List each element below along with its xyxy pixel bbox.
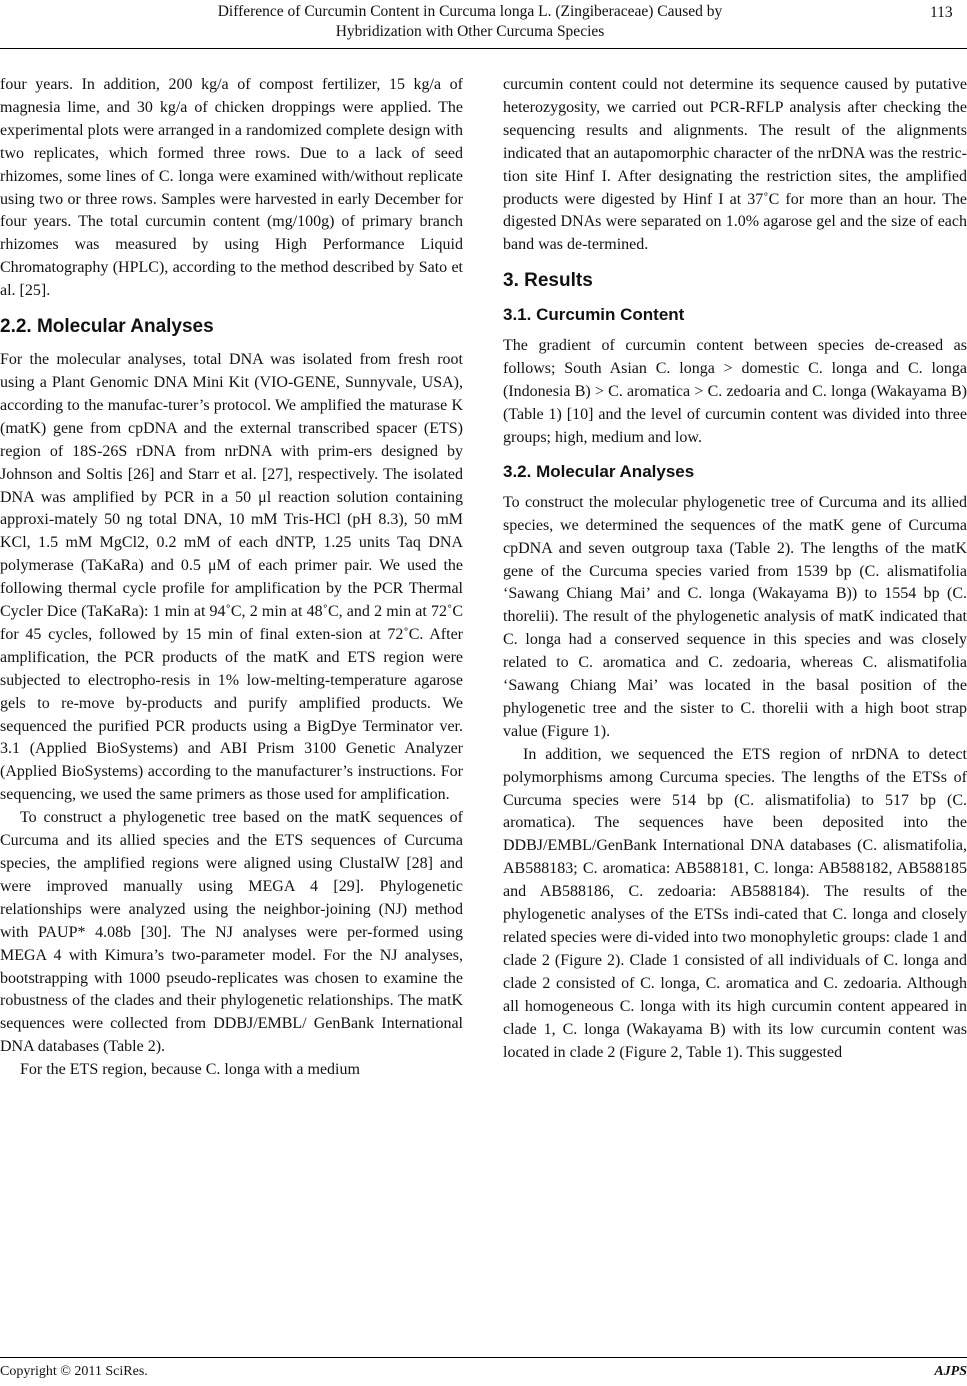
section-heading-3-2: 3.2. Molecular Analyses <box>503 461 695 481</box>
section-heading-2-2: 2.2. Molecular Analyses <box>0 316 214 338</box>
paragraph-phylogenetic-tree: To construct a phylogenetic tree based on the matK sequences of Curcuma and its allied species and the ETS sequences of Curcuma species, the amplified regions were aligned using ClustalW [28] and were improved manually using MEGA 4 [29]. Phylogenetic relationships were analyzed using the neighbor-joining (NJ) method with PAUP* 4.08b [30]. The NJ analyses were per-formed using MEGA 4 with Kimura’s two-parameter model. For the NJ analyses, bootstrapping with 1000 pseudo-replicates was chosen to examine the robustness of the clades and their phylogenetic relationships. The matK sequences were collected from DDBJ/EMBL/ GenBank International DNA databases (Table 2). <box>0 809 463 1056</box>
page-number: 113 <box>930 4 953 21</box>
journal-abbreviation: AJPS <box>934 1364 967 1379</box>
running-title-line-2: Hybridization with Other Curcuma Species <box>335 23 605 40</box>
section-heading-3-1: 3.1. Curcumin Content <box>503 305 685 325</box>
footer-rule <box>0 1357 967 1358</box>
left-column <box>0 74 463 1082</box>
paragraph-pcr-rflp: curcumin content could not determine its sequence caused by putative heterozygosity, we carried out PCR-RFLP analysis after checking the sequencing results and alignments. The result of the alignments indicated that an autapomorphic character of the nrDNA was the restric-tion site Hinf I. After designating the restriction sites, the amplified products were digested by Hinf I at 37˚C for more than an hour. The digested DNAs were separated on 1.0% agarose gel and the size of each band was de-termined. <box>503 76 967 254</box>
paragraph-matk-results: To construct the molecular phylogenetic tree of Curcuma and its allied species, we determined the sequences of the matK gene of Curcuma cpDNA and seven outgroup taxa (Table 2). The lengths of the matK gene of the Curcuma species varied from 1539 bp (C. alismatifolia ‘Sawang Chiang Mai’ and C. longa (Wakayama B)) to 1554 bp (C. thorelii). The result of the phylogenetic analysis of matK indicated that C. longa had a conserved sequence in this species and was closely related to C. aromatica and C. zedoaria, whereas C. alismatifolia ‘Sawang Chiang Mai’ was located in the basal position of the phylogenetic tree and the sister to C. thorelii with a high boot strap value (Figure 1). <box>503 493 967 740</box>
section-heading-3: 3. Results <box>503 270 593 292</box>
paragraph-curcumin-gradient: The gradient of curcumin content between species de-creased as follows; South Asian C. longa > domestic C. longa and C. longa (Indonesia B) > C. aromatica > C. zedoaria and C. longa (Wakayama B) (Table 1) [10] and the level of curcumin content was divided into three groups; high, medium and low. <box>503 337 967 446</box>
running-title <box>150 2 790 42</box>
right-column <box>503 74 967 1064</box>
paragraph-ets-results: In addition, we sequenced the ETS region of nrDNA to detect polymorphisms among Curcuma species. The lengths of the ETSs of Curcuma species were 514 bp (C. alismatifolia) to 517 bp (C. aromatica). The sequences have been deposited into the DDBJ/EMBL/GenBank International DNA databases (C. alismatifolia, AB588183; C. aromatica: AB588181, C. longa: AB588182, AB588185 and AB588186, C. zedoaria: AB588184). The results of the phylogenetic analyses of the ETSs indi-cated that C. longa and closely related species were di-vided into two monophyletic groups: clade 1 and clade 2 (Figure 2). Clade 1 consisted of all individuals of C. longa and clade 2 consisted of C. longa, C. aromatica and C. zedoaria. Although all homogeneous C. longa with its high curcumin content appeared in clade 1, C. longa (Wakayama B) with its low curcumin content was located in clade 2 (Figure 2, Table 1). This suggested <box>503 745 967 1061</box>
running-title-line-1: Difference of Curcumin Content in Curcuma longa L. (Zingiberaceae) Caused by <box>217 3 723 20</box>
copyright-notice: Copyright © 2011 SciRes. <box>0 1364 148 1379</box>
paragraph-ets-region: For the ETS region, because C. longa with a medium <box>20 1061 360 1079</box>
paragraph-cultivation: four years. In addition, 200 kg/a of compost fertilizer, 15 kg/a of magnesia lime, and 30 kg/a of chicken droppings were applied. The experimental plots were arranged in a randomized complete design with two replicates, which formed three rows. Due to a lack of seed rhizomes, some lines of C. longa were examined with/without replicate using two or three rows. Samples were harvested in early December for four years. The total curcumin content (mg/100g) of primary branch rhizomes was measured by using High Performance Liquid Chromatography (HPLC), according to the method described by Sato et al. [25]. <box>0 76 463 300</box>
paragraph-dna-isolation: For the molecular analyses, total DNA was isolated from fresh root using a Plant Genomic DNA Mini Kit (VIO-GENE, Sunnyvale, USA), according to the manufac-turer’s protocol. We amplified the maturase K (matK) gene from cpDNA and the external transcribed spacer (ETS) region of 18S-26S rDNA from nrDNA with prim-ers designed by Johnson and Soltis [26] and Starr et al. [27], respectively. The isolated DNA was amplified by PCR in a 50 μl reaction solution containing approxi-mately 50 ng total DNA, 10 mM Tris-HCl (pH 8.3), 50 mM KCl, 1.5 mM MgCl2, 0.2 mM of each dNTP, 1.25 units Taq DNA polymerase (TaKaRa) and 0.5 μM of each primer pair. We used the following thermal cycle profile for amplification by the PCR Thermal Cycler Dice (TaKaRa): 1 min at 94˚C, 2 min at 48˚C, and 2 min at 72˚C for 45 cycles, followed by 15 min of final exten-sion at 72˚C. After amplification, the PCR products of the matK and ETS region were subjected to electropho-resis in 1% low-melting-temperature agarose gels to re-move by-products and purify amplified products. We sequenced the purified PCR products using a BigDye Terminator ver. 3.1 (Applied BioSystems) and ABI Prism 3100 Genetic Analyzer (Applied BioSystems) according to the manufacturer’s instructions. For sequencing, we used the same primers as those used for amplification. <box>0 351 463 804</box>
header-rule <box>0 48 967 49</box>
